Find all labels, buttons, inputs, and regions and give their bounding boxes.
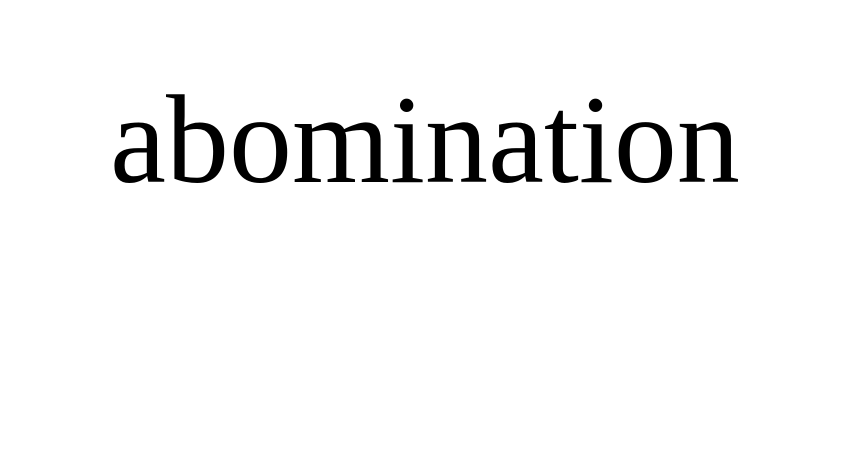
headword-text: abomination (110, 71, 740, 210)
